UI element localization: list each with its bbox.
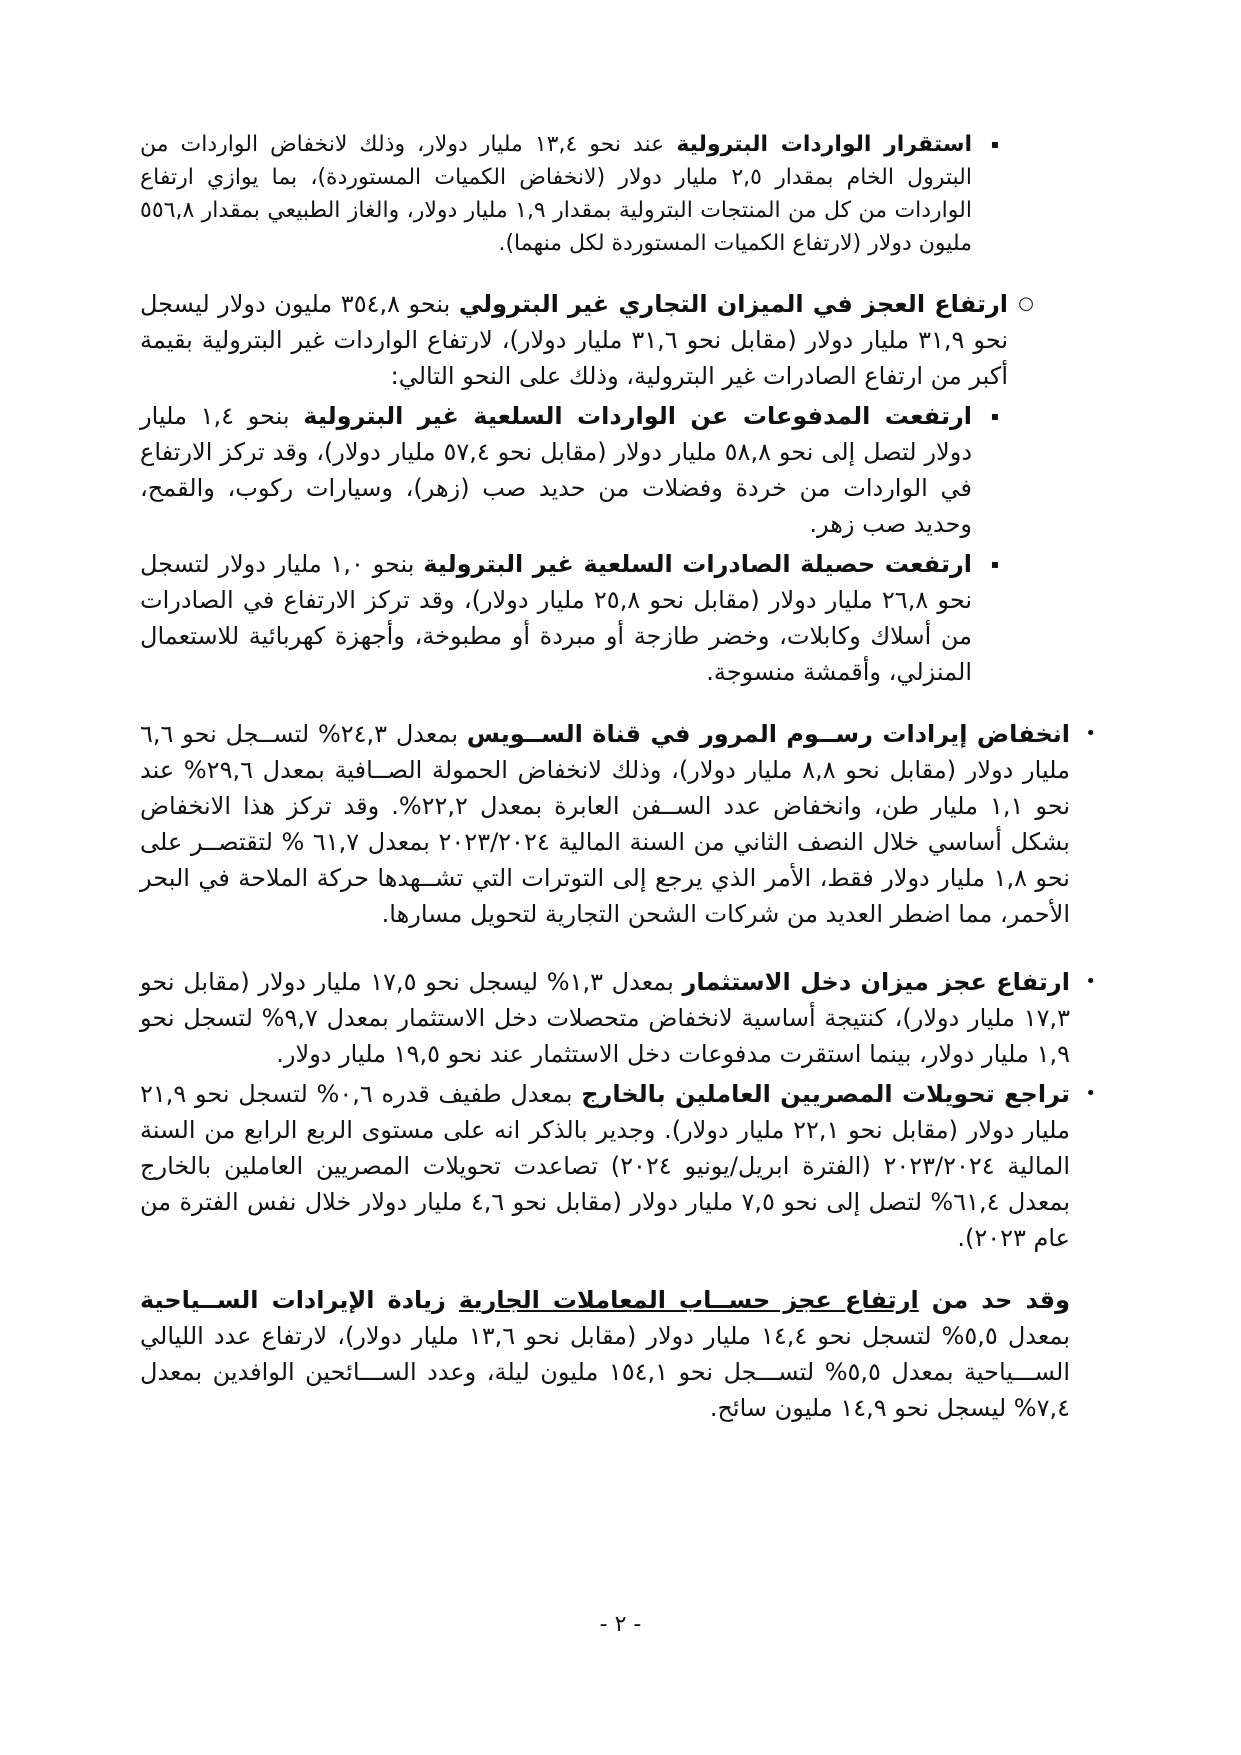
round-bullet-icon: • [1085,723,1096,744]
round-bullet-icon: • [1085,1083,1096,1104]
paragraph-non-petroleum-imports [140,398,999,542]
paragraph-heading: ارتفعت حصيلة الصادرات السلعية غير البترولية [423,550,972,578]
page-number: - ٢ - [599,1612,642,1637]
paragraph-text: بنحو ٣٥٤,٨ مليون دولار ليسجل نحو ٣١,٩ مليار دولار (مقابل نحو ٣١,٦ مليار دولار)، لارتفاع الواردات غير البترولية بقيمة أكبر من ارتفاع الصادرات غير البترولية، وذلك على النحو التالي: [140,290,1009,390]
circle-bullet-icon: ○ [1018,293,1034,314]
paragraph-suez-canal [140,716,1096,932]
square-bullet-icon: ▪ [990,409,999,423]
paragraph-heading: استقرار الواردات البترولية [676,132,973,157]
paragraph-text: عند نحو ١٣,٤ مليار دولار، وذلك لانخفاض الواردات من البترول الخام بمقدار ٢,٥ مليار دولار (لانخفاض الكميات المستوردة)، بما يوازي ارتفاع الواردات من كل من المنتجات البترولية بمقدار ١,٩ مليار دولار، والغاز الطبيعي بمقدار ٥٥٦,٨ مليون دولار (لارتفاع الكميات المستوردة لكل منهما). [140,132,972,256]
paragraph-investment-income [140,964,1096,1072]
paragraph-heading: تراجع تحويلات المصريين العاملين بالخارج [581,1080,1070,1108]
closing-text: بمعدل ٥,٥% لتسجل نحو ١٤,٤ مليار دولار (مقابل نحو ١٣,٦ مليار دولار)، لارتفاع عدد الليالي الســـياحية بمعدل ٥,٥% لتســـجل نحو ١٥٤,١ مليون ليلة، وعدد الســـائحين الوافدين بمعدل ٧,٤% ليسجل نحو ١٤,٩ مليون سائح. [140,1322,1070,1422]
paragraph-non-petroleum-deficit [140,286,1034,394]
paragraph-heading: ارتفاع العجز في الميزان التجاري غير البترولي [458,290,1009,318]
round-bullet-icon: • [1085,971,1096,992]
paragraph-remittances [140,1076,1096,1256]
square-bullet-icon: ▪ [990,137,999,151]
paragraph-text: بمعدل ١,٣% ليسجل نحو ١٧,٥ مليار دولار (مقابل نحو ١٧,٣ مليار دولار)، كنتيجة أساسية لانخفاض متحصلات دخل الاستثمار بمعدل ٩,٧% لتسجل نحو ١,٩ مليار دولار، بينما استقرت مدفوعات دخل الاستثمار عند نحو ١٩,٥ مليار دولار. [140,968,1070,1068]
paragraph-heading: انخفاض إيرادات رســوم المرور في قناة الســويس [466,720,1070,748]
paragraph-text: بمعدل ٢٤,٣% لتســجل نحو ٦,٦ مليار دولار (مقابل نحو ٨,٨ مليار دولار)، وذلك لانخفاض الحمولة الصــافية بمعدل ٢٩,٦% عند نحو ١,١ مليار طن، وانخفاض عدد الســفن العابرة بمعدل ٢٢,٢%. وقد تركز هذا الانخفاض بشكل أساسي خلال النصف الثاني من السنة المالية ٢٠٢٣/٢٠٢٤ بمعدل ٦١,٧ % لتقتصــر على نحو ١,٨ مليار دولار فقط، الأمر الذي يرجع إلى التوترات التي تشــهدها حركة الملاحة في البحر الأحمر، مما اضطر العديد من شركات الشحن التجارية لتحويل مسارها. [140,720,1071,928]
paragraph-closing-tourism [140,1282,1070,1426]
paragraph-non-petroleum-exports [140,546,999,690]
paragraph-petroleum-imports [140,128,999,260]
paragraph-heading: ارتفعت المدفوعات عن الواردات السلعية غير البترولية [303,402,973,430]
square-bullet-icon: ▪ [990,557,999,571]
paragraph-text: بنحو ١,٤ مليار دولار لتصل إلى نحو ٥٨,٨ مليار دولار (مقابل نحو ٥٧,٤ مليار دولار)، وقد تركز الارتفاع في الواردات من خردة وفضلات من حديد صب (زهر)، وسيارات ركوب، والقمح، وحديد صب زهر. [140,402,973,538]
closing-bold-phrase: زيادة الإيرادات الســياحية [140,1286,459,1314]
document-body [140,128,1096,1426]
closing-lead: وقد حد من [918,1286,1071,1314]
closing-underlined-phrase: ارتفاع عجز حســاب المعاملات الجارية [458,1286,919,1314]
paragraph-heading: ارتفاع عجز ميزان دخل الاستثمار [682,968,1070,996]
paragraph-text: بمعدل طفيف قدره ٠,٦% لتسجل نحو ٢١,٩ مليار دولار (مقابل نحو ٢٢,١ مليار دولار). وجدير بالذكر انه على مستوى الربع الرابع من السنة المالية ٢٠٢٣/٢٠٢٤ (الفترة ابريل/يونيو ٢٠٢٤) تصاعدت تحويلات المصريين العاملين بالخارج بمعدل ٦١,٤% لتصل إلى نحو ٧,٥ مليار دولار (مقابل نحو ٤,٦ مليار دولار خلال نفس الفترة من عام ٢٠٢٣). [140,1080,1071,1252]
paragraph-text: بنحو ١,٠ مليار دولار لتسجل نحو ٢٦,٨ مليار دولار (مقابل نحو ٢٥,٨ مليار دولار)، وقد تركز الارتفاع في الصادرات من أسلاك وكابلات، وخضر طازجة أو مبردة أو مطبوخة، وأجهزة كهربائية للاستعمال المنزلي، وأقمشة منسوجة. [140,550,973,686]
